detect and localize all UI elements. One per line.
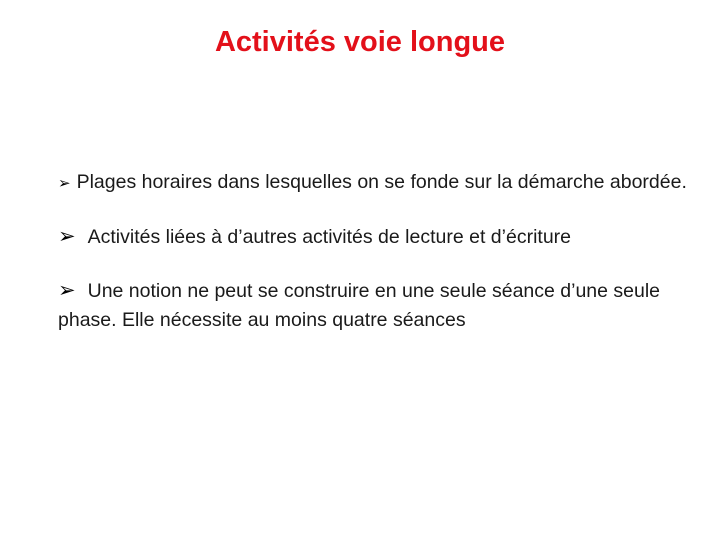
bullet-item [58,276,688,335]
arrow-bullet-icon: ➢ [58,224,76,248]
bullet-item [58,222,688,252]
arrow-bullet-icon: ➢ [58,174,71,192]
arrow-bullet-icon: ➢ [58,278,76,302]
bullet-text: Plages horaires dans lesquelles on se fonde sur la démarche abordée. [76,171,687,193]
bullet-list [58,168,688,335]
slide-title: Activités voie longue [214,26,506,58]
bullet-item [58,168,688,198]
bullet-text: Une notion ne peut se construire en une seule séance d’une seule phase. Elle nécessite au moins quatre séances [58,280,661,331]
bullet-text: Activités liées à d’autres activités de lecture et d’écriture [87,226,571,248]
